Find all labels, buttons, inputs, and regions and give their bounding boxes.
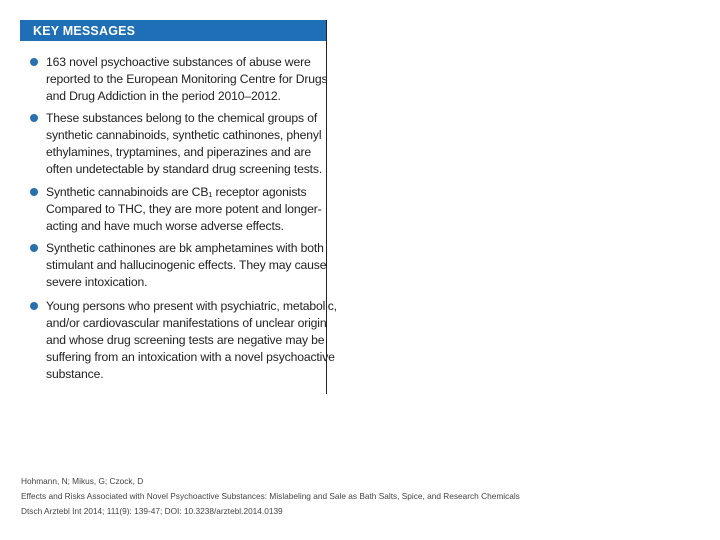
key-message-item bbox=[20, 54, 328, 105]
key-message-line: stimulant and hallucinogenic effects. They may cause bbox=[46, 258, 327, 272]
key-messages-box bbox=[20, 20, 337, 394]
citation-title: Effects and Risks Associated with Novel Psychoactive Substances: Mislabeling and Sale as Bath Salts, Spice, and Research Chemicals bbox=[21, 491, 520, 501]
key-message-line: Synthetic cathinones are bk amphetamines with both bbox=[46, 241, 324, 255]
key-message-line: often undetectable by standard drug screening tests. bbox=[46, 162, 323, 176]
key-message-line: suffering from an intoxication with a novel psychoactive bbox=[46, 350, 335, 364]
key-message-line: and Drug Addiction in the period 2010–2012. bbox=[46, 89, 281, 103]
key-message-line: These substances belong to the chemical groups of bbox=[46, 111, 318, 125]
bullet-icon bbox=[30, 58, 38, 66]
key-message-line: Synthetic cannabinoids are CB₁ receptor agonists bbox=[46, 185, 307, 199]
key-message-item bbox=[20, 184, 320, 235]
key-message-item bbox=[20, 298, 337, 383]
key-message-line: 163 novel psychoactive substances of abuse were bbox=[46, 55, 311, 69]
key-message-line: substance. bbox=[46, 367, 104, 381]
bullet-icon bbox=[30, 244, 38, 252]
key-message-line: and/or cardiovascular manifestations of unclear origin bbox=[46, 316, 327, 330]
citation-journal: Dtsch Arztebl Int 2014; 111(9): 139-47; DOI: 10.3238/arztebl.2014.0139 bbox=[21, 506, 283, 516]
key-message-item bbox=[20, 240, 327, 291]
key-message-line: Compared to THC, they are more potent and longer- bbox=[46, 202, 322, 216]
citation-authors: Hohmann, N; Mikus, G; Czock, D bbox=[21, 476, 144, 486]
bullet-icon bbox=[30, 302, 38, 310]
key-message-line: ethylamines, tryptamines, and piperazines and are bbox=[46, 145, 311, 159]
key-message-line: synthetic cannabinoids, synthetic cathinones, phenyl bbox=[46, 128, 322, 142]
key-message-line: severe intoxication. bbox=[46, 275, 148, 289]
bullet-icon bbox=[30, 114, 38, 122]
bullet-icon bbox=[30, 188, 38, 196]
key-message-line: reported to the European Monitoring Centre for Drugs bbox=[46, 72, 328, 86]
key-message-item bbox=[20, 110, 323, 178]
key-message-line: Young persons who present with psychiatric, metabolic, bbox=[46, 299, 337, 313]
key-messages-title: KEY MESSAGES bbox=[20, 20, 326, 41]
key-message-line: and whose drug screening tests are negative may be bbox=[46, 333, 325, 347]
key-message-line: acting and have much worse adverse effects. bbox=[46, 219, 284, 233]
